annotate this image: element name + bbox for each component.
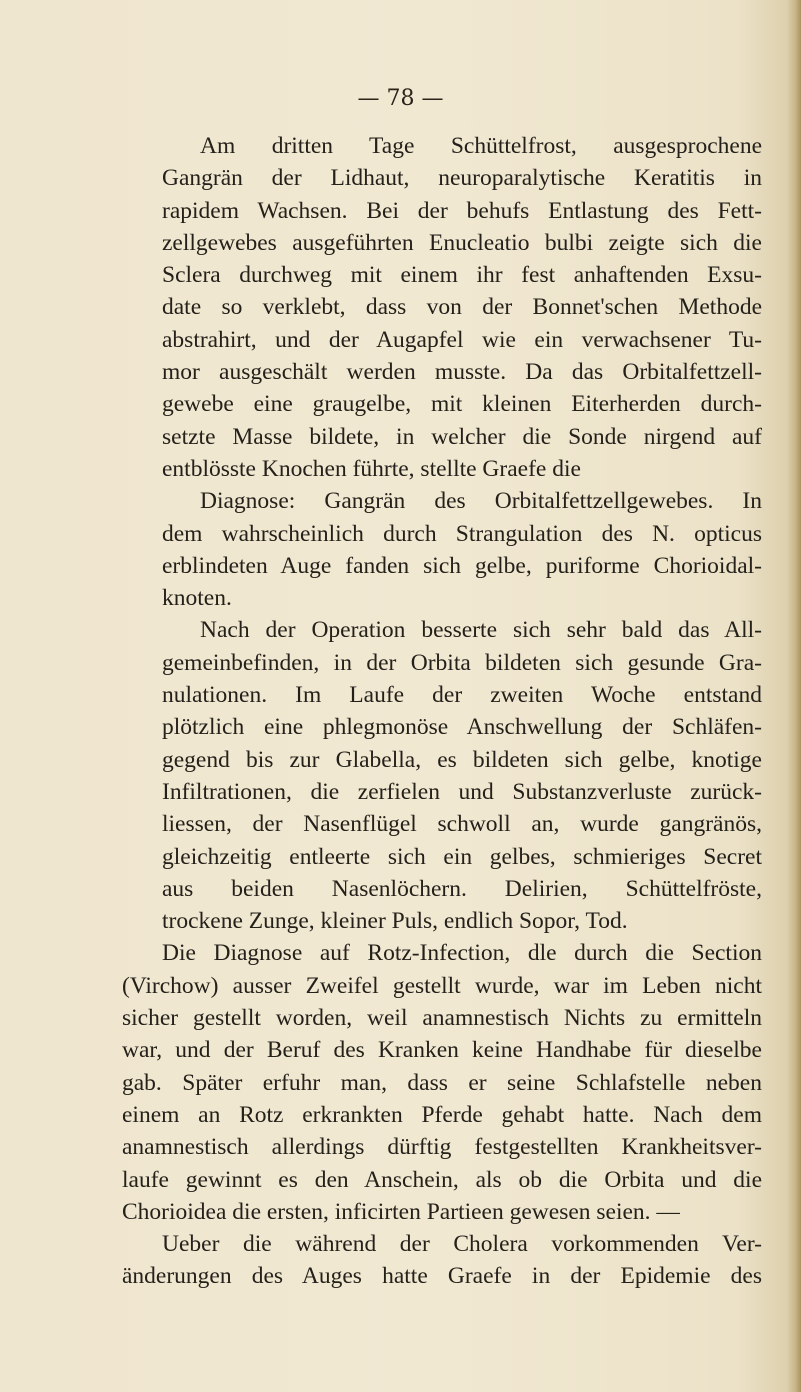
text-line: einem an Rotz erkrankten Pferde gehabt hatte. Nach dem (122, 1101, 762, 1128)
text-line: (Virchow) ausser Zweifel gestellt wurde, war im Leben nicht (122, 972, 762, 999)
text-line: war, und der Beruf des Kranken keine Handhabe für dieselbe (122, 1037, 762, 1064)
text-line: Die Diagnose auf Rotz-Infection, dle durch die Section (162, 940, 762, 967)
text-line: nulationen. Im Laufe der zweiten Woche entstand (162, 682, 762, 709)
text-line: entblösste Knochen führte, stellte Graefe die (162, 455, 581, 482)
text-line: dem wahrscheinlich durch Strangulation des N. opticus (162, 520, 762, 547)
text-line: Sclera durchweg mit einem ihr fest anhaftenden Exsu- (162, 262, 762, 289)
text-line: Am dritten Tage Schüttelfrost, ausgesprochene (200, 133, 762, 159)
text-line: anamnestisch allerdings dürftig festgestellten Krankheitsver- (122, 1134, 762, 1161)
text-line: laufe gewinnt es den Anschein, als ob die Orbita und die (122, 1166, 762, 1193)
text-line: Chorioidea die ersten, inficirten Partieen gewesen seien. — (122, 1198, 680, 1225)
text-line: setzte Masse bildete, in welcher die Sonde nirgend auf (162, 423, 762, 450)
text-line: trockene Zunge, kleiner Puls, endlich Sopor, Tod. (162, 908, 628, 935)
text-line: gewebe eine graugelbe, mit kleinen Eiterherden durch- (162, 391, 762, 418)
text-line: abstrahirt, und der Augapfel wie ein verwachsener Tu- (162, 326, 762, 353)
text-line: Infiltrationen, die zerfielen und Substanzverluste zurück- (162, 778, 762, 805)
text-line: gemeinbefinden, in der Orbita bildeten sich gesunde Gra- (162, 649, 762, 676)
text-line: zellgewebes ausgeführten Enucleatio bulbi zeigte sich die (162, 229, 762, 256)
text-line: Gangrän der Lidhaut, neuroparalytische Keratitis in (162, 165, 762, 192)
text-line: plötzlich eine phlegmonöse Anschwellung der Schläfen- (162, 714, 762, 741)
text-line: Diagnose: Gangrän des Orbitalfettzellgewebes. In (200, 488, 762, 515)
text-line: aus beiden Nasenlöchern. Delirien, Schüttelfröste, (162, 875, 762, 902)
body-text (122, 130, 762, 1293)
page-number: — 78 — (357, 86, 444, 111)
text-line: knoten. (162, 585, 232, 612)
text-line: änderungen des Auges hatte Graefe in der Epidemie des (122, 1263, 762, 1290)
text-line: Ueber die während der Cholera vorkommenden Ver- (162, 1231, 762, 1258)
text-line: date so verklebt, dass von der Bonnet'schen Methode (162, 294, 762, 321)
text-line: erblindeten Auge fanden sich gelbe, puriforme Chorioidal- (162, 552, 762, 579)
text-line: Nach der Operation besserte sich sehr bald das All- (200, 617, 762, 644)
text-line: rapidem Wachsen. Bei der behufs Entlastung des Fett- (162, 197, 762, 224)
text-line: gab. Später erfuhr man, dass er seine Schlafstelle neben (122, 1069, 762, 1096)
page-edge-shadow (787, 0, 801, 1392)
text-line: mor ausgeschält werden musste. Da das Orbitalfettzell- (162, 359, 762, 386)
text-line: liessen, der Nasenflügel schwoll an, wurde gangränös, (162, 811, 762, 838)
text-line: gegend bis zur Glabella, es bildeten sich gelbe, knotige (162, 746, 762, 773)
text-line: sicher gestellt worden, weil anamnestisch Nichts zu ermitteln (122, 1005, 762, 1032)
text-line: gleichzeitig entleerte sich ein gelbes, schmieriges Secret (162, 843, 762, 870)
